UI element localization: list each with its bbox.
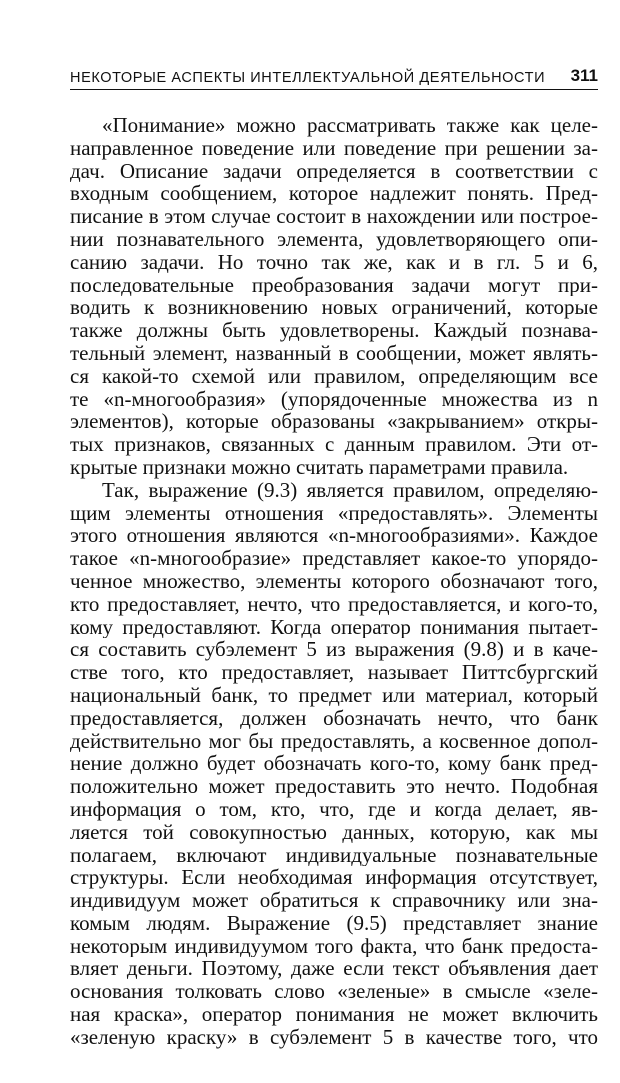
running-header <box>70 62 598 90</box>
page-number: 311 <box>570 66 598 85</box>
text-line: нии познавательного элемента, удовлетворяющего опи- <box>70 227 598 251</box>
text-line: кто предоставляет, нечто, что предоставляется, и кого-то, <box>70 592 598 616</box>
text-line: те «n-многообразия» (упорядоченные множества из n <box>70 387 598 411</box>
text-line: ченное множество, элементы которого обозначают того, <box>70 569 598 593</box>
text-line: ся какой-то схемой или правилом, определяющим все <box>70 364 598 388</box>
text-line: тых признаков, связанных с данным правилом. Эти от- <box>70 433 598 456</box>
text-line: Так, выражение (9.3) является правилом, определяю- <box>102 478 598 502</box>
text-line: крытые признаки можно считать параметрами правила. <box>70 455 569 479</box>
text-line: индивидуум может обратиться к справочнику или зна- <box>70 889 598 912</box>
text-line: элементов), которые образованы «закрыванием» откры- <box>70 410 598 434</box>
text-line: направленное поведение или поведение при решении за- <box>70 136 598 160</box>
text-line: дач. Описание задачи определяется в соответствии с <box>70 159 598 183</box>
text-line: ся составить субэлемент 5 из выражения (9.8) и в каче- <box>70 638 598 662</box>
text-line: тельный элемент, названный в сообщении, может являть- <box>70 341 598 365</box>
paragraph <box>70 479 598 1049</box>
text-line: нение должно будет обозначать кого-то, кому банк пред- <box>70 752 598 776</box>
text-line: входным сообщением, которое надлежит понять. Пред- <box>70 182 598 206</box>
text-line: «зеленую краску» в субэлемент 5 в качестве того, что <box>70 1025 598 1049</box>
text-line: «Понимание» можно рассматривать также как целе- <box>102 114 598 137</box>
text-line: ная краска», оператор понимания не может включить <box>70 1003 598 1026</box>
text-line: ляется той совокупностью данных, которую, как мы <box>70 820 598 844</box>
text-line: положительно может предоставить это нечто. Подобная <box>70 775 598 798</box>
text-line: кому предоставляют. Когда оператор понимания пытает- <box>70 615 598 639</box>
text-line: действительно мог бы предоставлять, а косвенное допол- <box>70 729 598 753</box>
text-line: вляет деньги. Поэтому, даже если текст объявления дает <box>70 957 598 981</box>
text-line: такое «n-многообразие» представляет какое-то упорядо- <box>70 547 598 570</box>
text-line: последовательные преобразования задачи могут при- <box>70 273 598 297</box>
text-line: структуры. Если необходимая информация отсутствует, <box>70 866 598 890</box>
text-line: некоторым индивидуумом того факта, что банк предоста- <box>70 934 598 958</box>
text-line: щим элементы отношения «предоставлять». Элементы <box>70 501 598 525</box>
body-text <box>70 114 598 1049</box>
text-line: основания толковать слово «зеленые» в смысле «зеле- <box>70 980 598 1004</box>
text-line: стве того, кто предоставляет, называет Питтсбургский <box>70 661 598 684</box>
text-line: информация о том, кто, что, где и когда делает, яв- <box>70 797 598 821</box>
text-line: этого отношения являются «n-многообразиями». Каждое <box>70 524 598 548</box>
text-line: национальный банк, то предмет или материал, который <box>70 683 598 707</box>
text-line: предоставляется, должен обозначать нечто, что банк <box>70 706 598 730</box>
text-line: полагаем, включают индивидуальные познавательные <box>70 843 598 867</box>
text-line: водить к возникновению новых ограничений, которые <box>70 296 598 320</box>
text-line: также должны быть удовлетворены. Каждый познава- <box>70 319 598 342</box>
text-line: санию задачи. Но точно так же, как и в гл. 5 и 6, <box>70 250 598 274</box>
text-line: комым людям. Выражение (9.5) представляет знание <box>70 911 598 935</box>
text-line: писание в этом случае состоит в нахождении или построе- <box>70 205 598 228</box>
paragraph <box>70 114 598 479</box>
running-title: НЕКОТОРЫЕ АСПЕКТЫ ИНТЕЛЛЕКТУАЛЬНОЙ ДЕЯТЕЛЬНОСТИ <box>70 70 546 86</box>
